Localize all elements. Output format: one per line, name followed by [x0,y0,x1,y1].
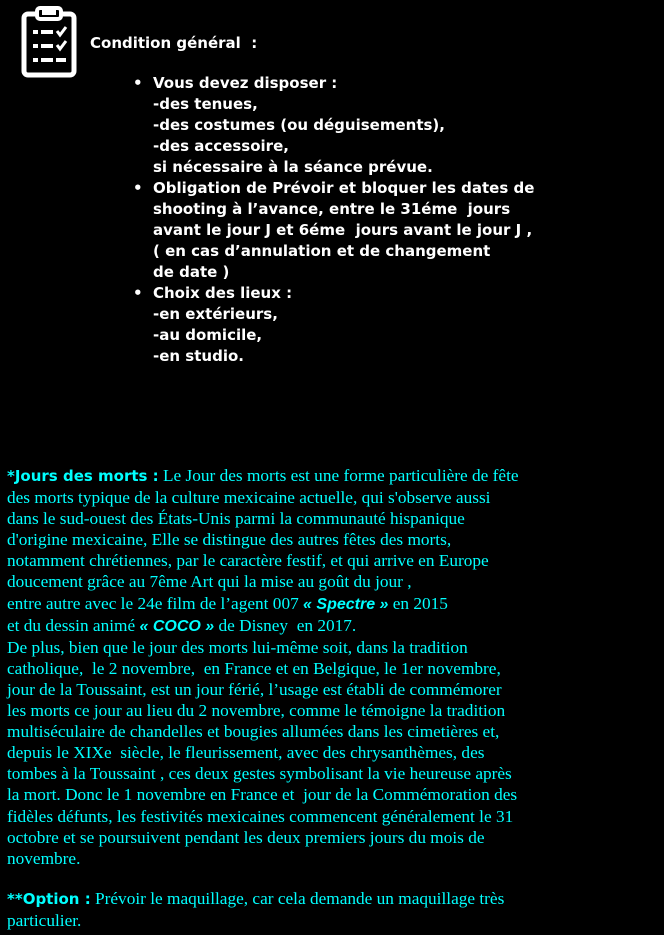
condition-line: Choix des lieux : [153,284,293,302]
bullet-icon: • [133,179,143,197]
condition-item-locations [131,283,631,367]
conditions-list [131,73,631,367]
condition-item-outfits [131,73,631,178]
condition-line: de date ) [153,263,230,281]
condition-line: avant le jour J et 6éme jours avant le jour J , [153,221,533,239]
condition-line: shooting à l’avance, entre le 31éme jours [153,200,511,218]
clipboard-checklist-icon [20,6,78,78]
paragraph-line: depuis le XIXe siècle, le fleurissement, avec des chrysanthèmes, des [7,743,485,763]
paragraph-line: la mort. Donc le 1 novembre en France et jour de la Commémoration des [7,785,518,805]
jours-des-morts-label: *Jours des morts : [7,467,159,485]
condition-line: Vous devez disposer : [153,74,338,92]
paragraph-line: les morts ce jour au lieu du 2 novembre, comme le témoigne la tradition [7,701,506,721]
paragraph-line: doucement grâce au 7ême Art qui la mise au goût du jour , [7,572,412,592]
paragraph-text: en 2015 [388,593,448,613]
condition-line: -au domicile, [153,326,263,344]
film-title-coco: « COCO » [139,617,215,635]
option-section [7,888,657,931]
condition-line: -des costumes (ou déguisements), [153,116,445,134]
condition-line: -des tenues, [153,95,258,113]
condition-line: -en extérieurs, [153,305,278,323]
paragraph-line [7,615,657,637]
paragraph-line [7,465,657,487]
paragraph-line: fidèles défunts, les festivités mexicaines commencent généralement le 31 [7,806,514,826]
condition-line: -des accessoire, [153,137,289,155]
paragraph-line: jour de la Toussaint, est un jour férié, l’usage est établi de commémorer [7,679,502,699]
paragraph-text: et du dessin animé [7,615,140,635]
film-title-spectre: « Spectre » [303,595,389,613]
condition-line: ( en cas d’annulation et de changement [153,242,491,260]
conditions-title: Condition général : [90,34,258,52]
paragraph-line: dans le sud-ouest des États-Unis parmi la communauté hispanique [7,509,465,529]
paragraph-line [7,888,657,910]
condition-line: -en studio. [153,347,244,365]
option-label: **Option : [7,890,91,908]
paragraph-line: catholique, le 2 novembre, en France et en Belgique, le 1er novembre, [7,658,501,678]
condition-line: si nécessaire à la séance prévue. [153,158,433,176]
paragraph-line: multiséculaire de chandelles et bougies allumées dans les cimetières et, [7,722,500,742]
paragraph-text: entre autre avec le 24e film de l’agent 007 [7,593,304,613]
jours-des-morts-section [7,465,657,869]
paragraph-line [7,593,657,615]
paragraph-line: des morts typique de la culture mexicaine actuelle, qui s'observe aussi [7,488,491,508]
paragraph-line: octobre et se poursuivent pendant les deux premiers jours du mois de [7,827,485,847]
paragraph-line: tombes à la Toussaint , ces deux gestes symbolisant la vie heureuse après [7,764,512,784]
paragraph-text: Prévoir le maquillage, car cela demande un maquillage très [90,889,505,908]
bullet-icon: • [133,74,143,92]
paragraph-line: De plus, bien que le jour des morts lui-même soit, dans la tradition [7,637,468,657]
paragraph-text: Le Jour des morts est une forme particulière de fête [158,466,519,485]
paragraph-line: novembre. [7,848,81,868]
paragraph-text: de Disney en 2017. [214,615,357,635]
paragraph-line: d'origine mexicaine, Elle se distingue des autres fêtes des morts, [7,530,452,550]
condition-item-booking [131,178,631,283]
paragraph-line: notamment chrétiennes, par le caractère festif, et qui arrive en Europe [7,551,489,571]
condition-line: Obligation de Prévoir et bloquer les dates de [153,179,535,197]
paragraph-line: particulier. [7,911,82,931]
bullet-icon: • [133,284,143,302]
